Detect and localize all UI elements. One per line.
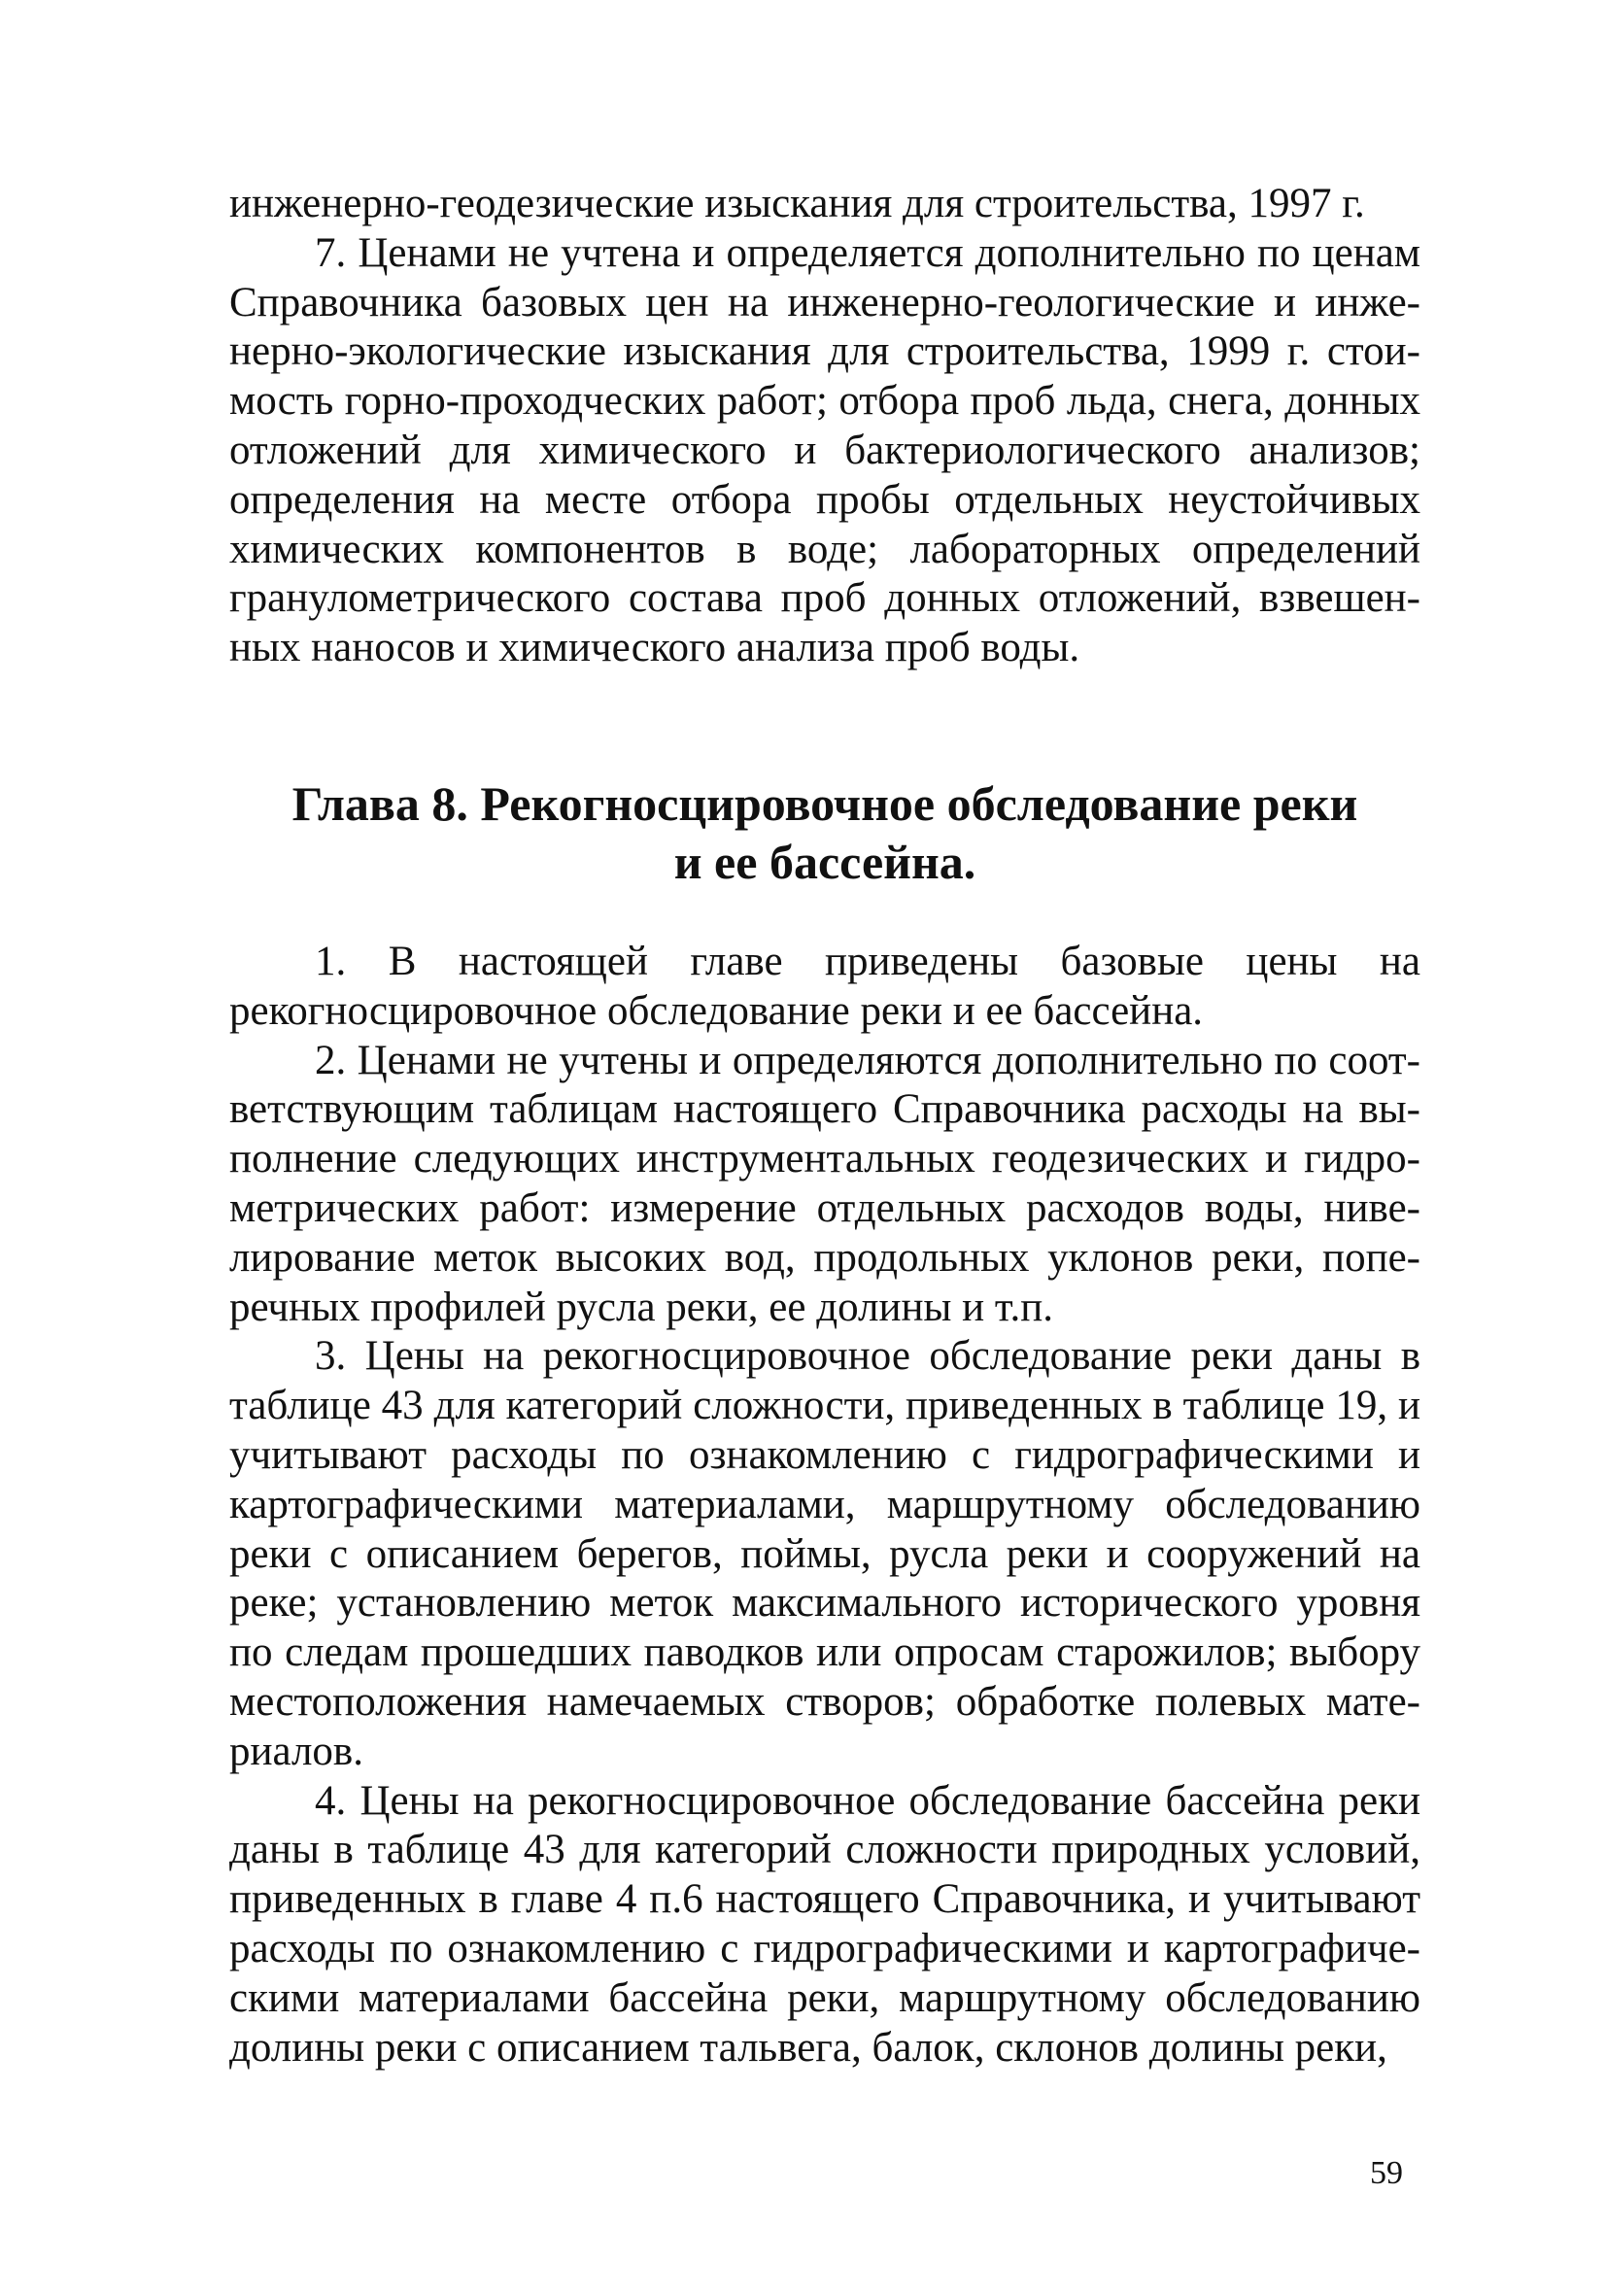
paragraph-4: 4. Цены на рекогносцировочное обследование бассейна реки даны в таблице 43 для категорий сложности природных условий, приведенных в главе 4 п.6 настоящего Справочника, и учитывают расходы по ознакомлению с гидрографическими и картографическими материалами бассейна реки, маршрутному обследованию долины реки с описанием тальвега, балок, склонов долины реки, (229, 1777, 1420, 2071)
chapter-body (229, 938, 1420, 2073)
paragraph-3: 3. Цены на рекогносцировочное обследование реки даны в таблице 43 для категорий сложности, приведенных в таблице 19, и учитывают расходы по ознакомлению с гидрографическими и картографическими материалами, маршрутному обследованию реки с описанием берегов, поймы, русла реки и сооружений на реке; установлению меток максимального исторического уровня по следам прошедших паводков или опросам старожилов; выбору местоположения намечаемых створов; обработке полевых материалов. (229, 1333, 1420, 1774)
chapter-heading (229, 774, 1420, 891)
page-number: 59 (1370, 2155, 1403, 2191)
paragraph-item-7: 7. Ценами не учтена и определяется дополнительно по ценам Справочника базовых цен на инженерно-геологические и инженерно-экологические изыскания для строительства, 1999 г. стоимость горно-проходческих работ; отбора проб льда, снега, донных отложений для химического и бактериологического анализов; определения на месте отбора пробы отдельных неустойчивых химических компонентов в воде; лабораторных определений гранулометрического состава проб донных отложений, взвешенных наносов и химического анализа проб воды. (229, 229, 1420, 671)
chapter-title (229, 774, 1420, 891)
chapter-title-line-2: и ее бассейна. (673, 835, 976, 889)
continuation-line: инженерно-геодезические изыскания для строительства, 1997 г. (229, 181, 1365, 226)
chapter-title-line-1: Глава 8. Рекогносцировочное обследование реки (291, 776, 1358, 831)
paragraph-1: 1. В настоящей главе приведены базовые цены на рекогносцировочное обследование реки и ее бассейна. (229, 939, 1420, 1034)
top-text-block (229, 180, 1420, 673)
paragraph-2: 2. Ценами не учтены и определяются дополнительно по соответствующим таблицам настоящего Справочника расходы на выполнение следующих инструментальных геодезических и гидрометрических работ: измерение отдельных расходов воды, нивелирование меток высоких вод, продольных уклонов реки, поперечных профилей русла реки, ее долины и т.п. (229, 1037, 1420, 1330)
